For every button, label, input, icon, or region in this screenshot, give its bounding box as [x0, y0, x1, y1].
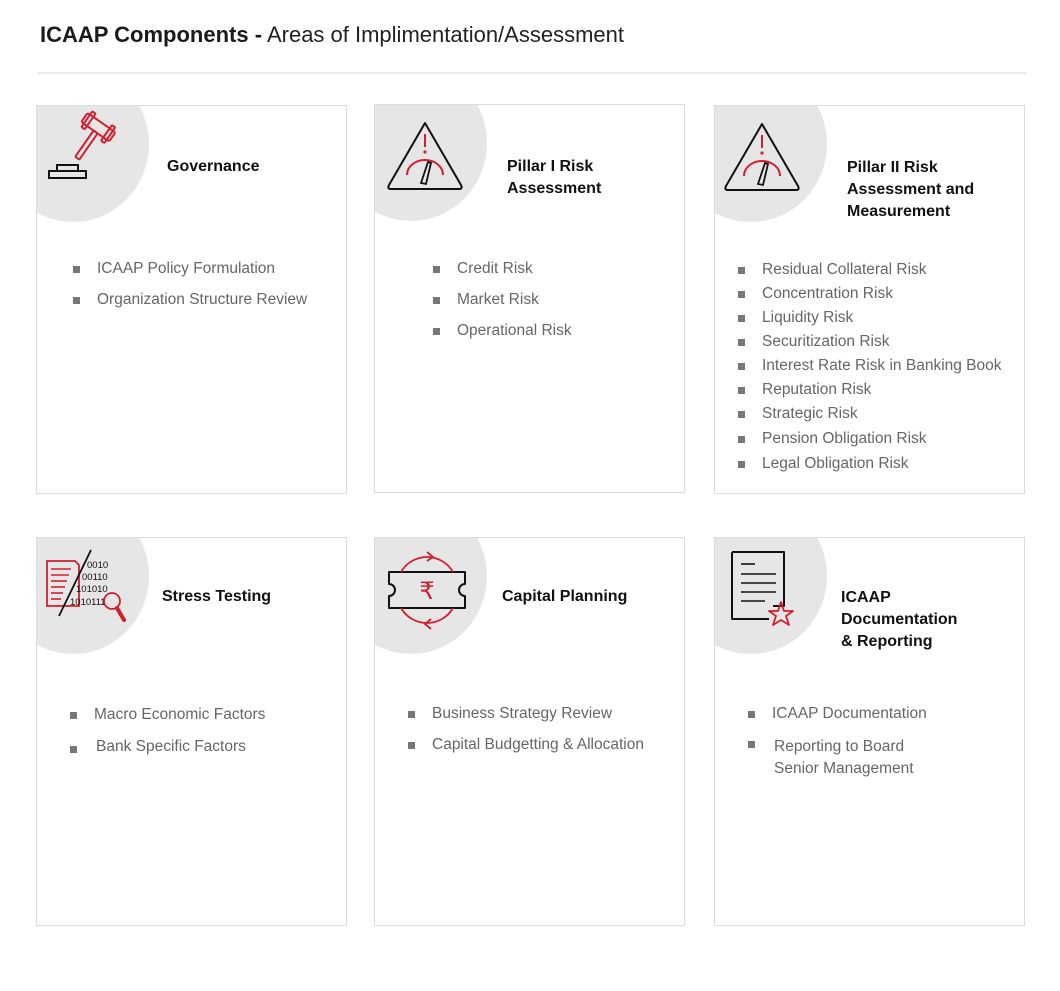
data-analysis-icon — [37, 538, 147, 648]
card-governance — [36, 105, 347, 494]
header-divider — [37, 72, 1027, 74]
list-item: Concentration Risk — [738, 285, 1002, 309]
card-item-list — [70, 706, 265, 756]
list-item: Legal Obligation Risk — [738, 455, 1002, 473]
list-item: Reporting to Board Senior Management — [748, 736, 927, 780]
svg-text:₹: ₹ — [419, 577, 435, 605]
card-title: Stress Testing — [162, 588, 272, 605]
card-icaap-documentation — [714, 537, 1025, 926]
list-item: Market Risk — [433, 291, 572, 322]
card-pillar-2-risk — [714, 105, 1025, 494]
list-item: Reputation Risk — [738, 381, 1002, 405]
list-item: Capital Budgetting & Allocation — [408, 736, 644, 754]
card-capital-planning — [374, 537, 685, 926]
svg-text:0010 00110 101010: 0010 00110 101010 1010111 — [70, 560, 109, 608]
card-title: Pillar I Risk Assessment — [507, 158, 602, 197]
list-item: Pension Obligation Risk — [738, 430, 1002, 455]
list-item: Strategic Risk — [738, 405, 1002, 430]
page-title — [40, 20, 624, 50]
card-title: Governance — [167, 158, 260, 175]
card-item-list — [433, 260, 572, 340]
page-title-bold: ICAAP Components - — [40, 22, 263, 47]
card-item-list — [73, 260, 307, 309]
card-stress-testing — [36, 537, 347, 926]
card-item-list — [738, 261, 1002, 473]
card-title: Pillar II Risk Assessment and Measurement — [847, 159, 975, 220]
card-title: ICAAP Documentation & Reporting — [841, 589, 958, 650]
list-item: ICAAP Documentation — [748, 705, 927, 736]
risk-warning-gauge-icon — [715, 106, 825, 216]
page-title-light: Areas of Implimentation/Assessment — [266, 22, 624, 47]
list-item: Securitization Risk — [738, 333, 1002, 357]
list-item: Credit Risk — [433, 260, 572, 291]
list-item: Macro Economic Factors — [70, 706, 265, 738]
list-item: Interest Rate Risk in Banking Book — [738, 357, 1002, 381]
list-item: Bank Specific Factors — [70, 738, 265, 756]
card-pillar-1-risk — [374, 104, 685, 493]
card-item-list — [408, 705, 644, 754]
list-item: Operational Risk — [433, 322, 572, 340]
risk-warning-gauge-icon — [375, 105, 485, 215]
card-title: Capital Planning — [502, 588, 628, 605]
card-item-list — [748, 705, 927, 780]
list-item: Residual Collateral Risk — [738, 261, 1002, 285]
list-item: Organization Structure Review — [73, 291, 307, 309]
list-item: Business Strategy Review — [408, 705, 644, 736]
list-item: Liquidity Risk — [738, 309, 1002, 333]
gavel-icon — [37, 106, 147, 216]
list-item: ICAAP Policy Formulation — [73, 260, 307, 291]
rupee-cycle-icon — [375, 538, 485, 648]
document-star-icon — [715, 538, 825, 648]
